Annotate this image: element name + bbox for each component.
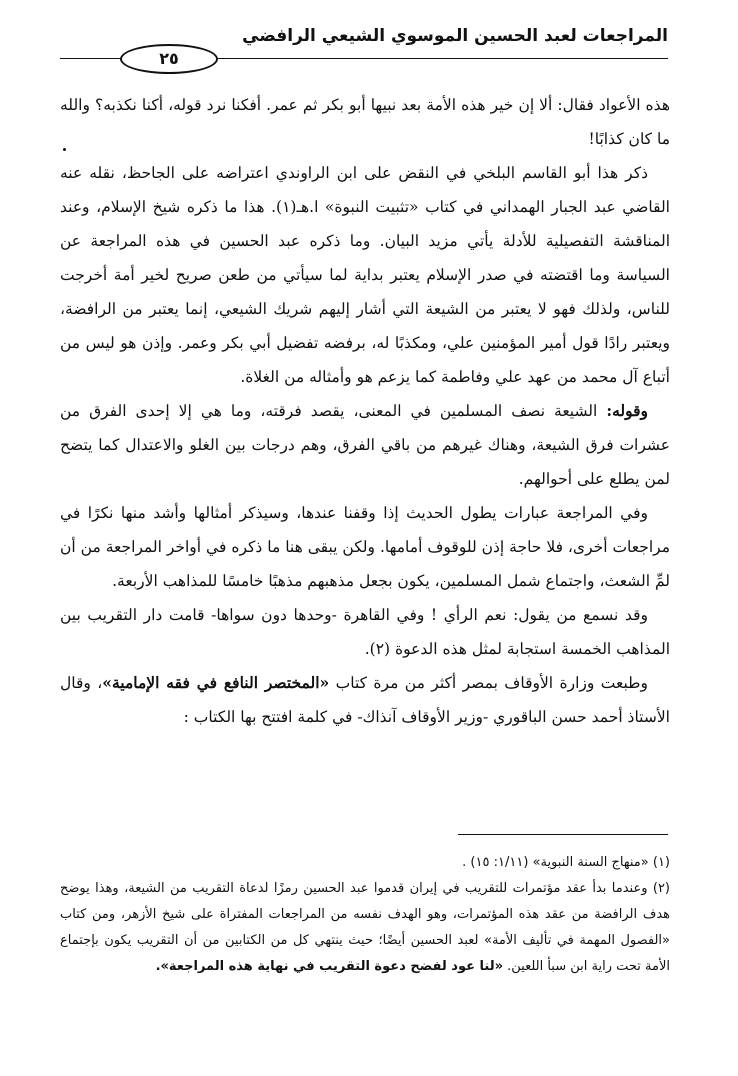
footnotes <box>60 850 670 980</box>
paragraph-3-lead: وقوله: <box>606 401 648 420</box>
paragraph-6 <box>60 666 670 734</box>
paragraph-6-end: ، وقال الأستاذ أحمد حسن الباقوري -وزير الأوقاف آنذاك- في كلمة افتتح بها الكتاب : <box>60 674 670 726</box>
paragraph-3-text: الشيعة نصف المسلمين في المعنى، يقصد فرقته، وما هي إلا إحدى الفرق من عشرات فرق الشيعة، وهناك غيرهم من باقي الفرق، وهم درجات بين الغلو والاعتدال كما يتضح لمن يطلع على أحوالهم. <box>60 402 670 488</box>
paragraph-3 <box>60 394 670 496</box>
paragraph-4: وفي المراجعة عبارات يطول الحديث إذا وقفنا عندها، وسيذكر أمثالها وأشد منها نكرًا في مراجعات أخرى، فلا حاجة إذن للوقوف أمامها. ولكن يبقى هنا ما ذكره في أواخر المراجعة من أن لمِّ الشعث، واجتماع شمل المسلمين، يكون بجعل مذهبهم مذهبًا خامسًا للمذاهب الأربعة. <box>60 504 670 590</box>
paragraph-1: هذه الأعواد فقال: ألا إن خير هذه الأمة بعد نبيها أبو بكر ثم عمر. أفكنا نرد قوله، أكنا نكذبه؟ والله ما كان كذابًا! <box>60 96 670 148</box>
paragraph-6-start: وطبعت وزارة الأوقاف بمصر أكثر من مرة كتاب <box>329 674 648 692</box>
book-title: «المختصر النافع في فقه الإمامية» <box>102 673 330 692</box>
footnote-2 <box>60 876 670 980</box>
footnote-1: (١) «منهاج السنة النبوية» (١/١١: ١٥) . <box>462 855 670 870</box>
body-text <box>60 88 670 734</box>
running-header-title: المراجعات لعبد الحسين الموسوي الشيعي الرافضي <box>242 26 668 46</box>
footnote-2-text: (٢) وعندما بدأ عقد مؤتمرات للتقريب في إيران قدموا عبد الحسين رمزًا لدعاة التقريب من الشيعة، وهذا يوضح هدف الرافضة من عقد هذه المؤتمرات، وهو الهدف نفسه من المراجعات المفتراة على شيخ الأزهر، ومن كتاب «الفصول المهمة في تأليف الأمة» لعبد الحسين أيضًا؛ حيث ينتهي كل من الكتابين من أن التقريب يكون بإجتماع الأمة تحت راية ابن سبأ اللعين. <box>60 881 670 974</box>
page-number-badge: ٢٥ <box>120 44 218 74</box>
paragraph-5: وقد نسمع من يقول: نعم الرأي ! وفي القاهرة -وحدها دون سواها- قامت دار التقريب بين المذاهب الخمسة استجابة لمثل هذه الدعوة (٢). <box>60 606 670 658</box>
paragraph-2: ذكر هذا أبو القاسم البلخي في النقض على ابن الراوندي اعتراضه على الجاحظ، نقله عنه القاضي عبد الجبار الهمداني في كتاب «تثبيت النبوة» ا.هـ(١). هذا ما ذكره شيخ الإسلام، وعند المناقشة التفصيلية للأدلة يأتي مزيد البيان. وما ذكره عبد الحسين في هذه المراجعة عن السياسة وما اقتضته في صدر الإسلام يعتبر بداية لما سيأتي من طعن صريح لخير أمة أخرجت للناس، ولذلك فهو لا يعتبر من الشيعة التي أشار إليهم شريك الشيعي، إنما يعتبر من الرافضة، ويعتبر رادًا قول أمير المؤمنين علي، ومكذبًا له، برفضه تفضيل أبي بكر وعمر. وإذن هو ليس من أتباع آل محمد من عهد علي وفاطمة كما يزعم هو وأمثاله من الغلاة. <box>60 164 670 386</box>
footnote-2-bold: «لنا عود لفضح دعوة التقريب في نهاية هذه المراجعة». <box>155 959 503 974</box>
footnote-separator <box>458 834 668 835</box>
